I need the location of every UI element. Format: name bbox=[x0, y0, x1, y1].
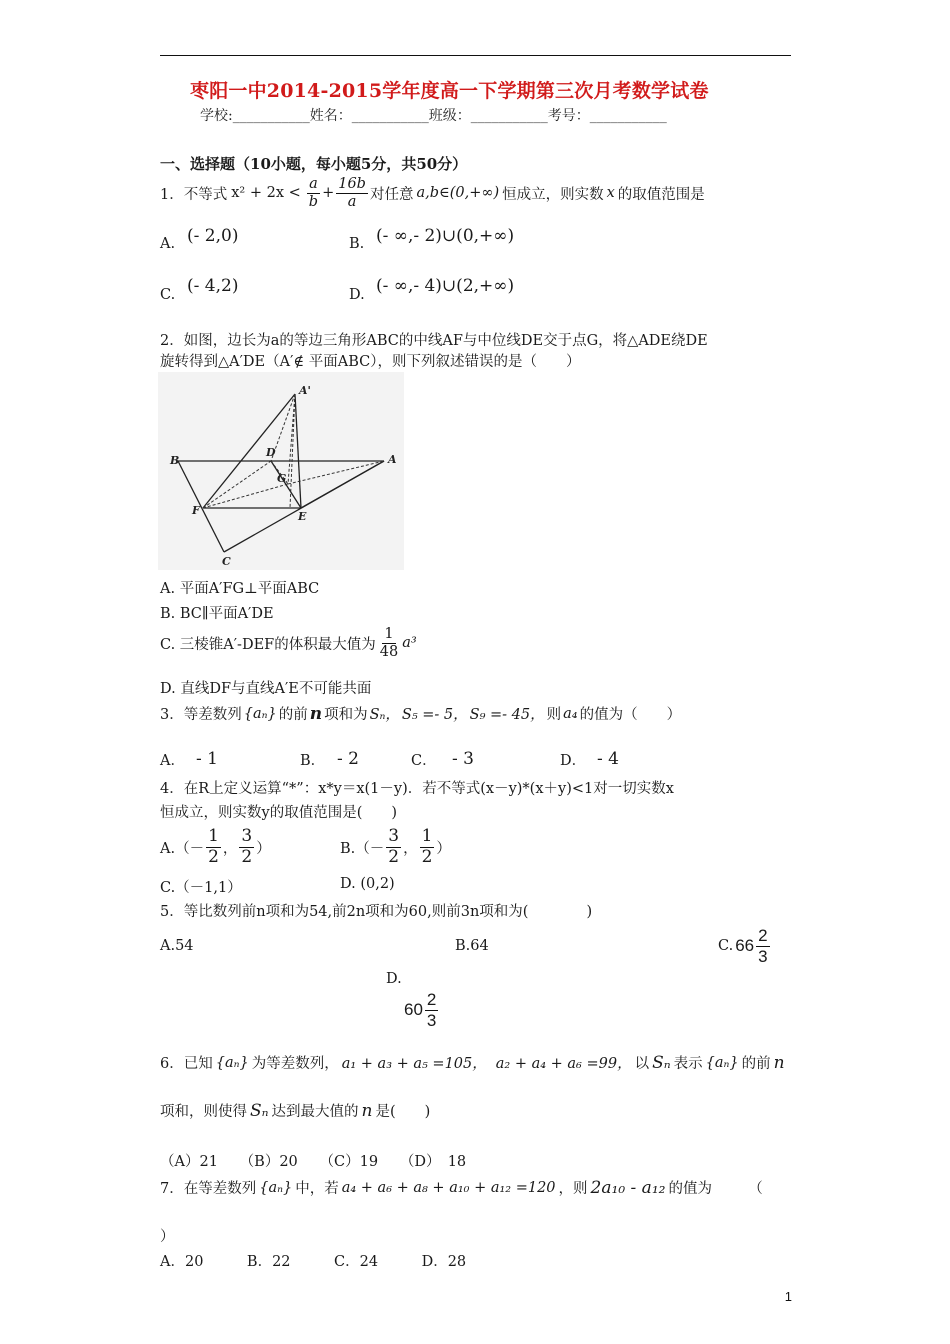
label-F: F bbox=[192, 504, 200, 517]
q3-stem-b: 的前 bbox=[278, 707, 308, 723]
q3-stem-c: 项和为 bbox=[324, 707, 368, 723]
q4-a-frac2 bbox=[239, 827, 254, 867]
q7-stem-d: 的值为 （ bbox=[668, 1181, 763, 1197]
q4-b-frac1 bbox=[386, 827, 401, 867]
q5-option-a: A.54 bbox=[160, 938, 194, 954]
q2-option-a: A. 平面A′FG⊥平面ABC bbox=[160, 581, 320, 597]
question-7-line-1 bbox=[160, 1177, 763, 1198]
q2-option-b: B. BC∥平面A′DE bbox=[160, 606, 274, 622]
q6-sum1: a₁ + a₃ + a₅ =105， bbox=[341, 1056, 487, 1072]
q5-c-den: 3 bbox=[758, 946, 768, 966]
q2-c-power: a³ bbox=[402, 635, 417, 652]
q4-b-frac2 bbox=[420, 827, 435, 867]
q6-stem-b: 为等差数列， bbox=[251, 1056, 339, 1072]
q4-a-d2: 2 bbox=[241, 846, 253, 867]
q1-plus: + bbox=[322, 185, 335, 202]
q1-frac2-num: 16b bbox=[338, 176, 366, 192]
q6-seq2: {aₙ} bbox=[705, 1054, 739, 1071]
q3-option-c-label: C． bbox=[411, 753, 437, 769]
q2-c-den: 48 bbox=[379, 643, 399, 660]
question-7-line-2: ） bbox=[160, 1229, 175, 1245]
q1-option-b: (- ∞,- 2)∪(0,+∞) bbox=[376, 226, 515, 246]
student-info-line: 学校:___________姓名：___________班级：___________考号：___________ bbox=[200, 108, 667, 124]
question-2-line-2: 旋转得到△A′DE（A′∉ 平面ABC），则下列叙述错误的是（ ） bbox=[160, 354, 581, 370]
q4-b-pre: B.（－ bbox=[340, 840, 385, 857]
q4-option-c: C.（－1,1） bbox=[160, 880, 242, 896]
q7-stem-c: ，则 bbox=[558, 1181, 588, 1197]
q1-option-d-label: D. bbox=[349, 287, 365, 303]
geometry-figure bbox=[158, 372, 404, 570]
q6-line2-b: 达到最大值的 bbox=[271, 1104, 359, 1120]
q6-n: n bbox=[773, 1052, 785, 1073]
q6-stem-c: 以 bbox=[634, 1056, 650, 1072]
q4-b-mid: ， bbox=[403, 840, 418, 857]
q6-line2-sn: Sₙ bbox=[250, 1100, 269, 1121]
q6-sn: Sₙ bbox=[652, 1052, 671, 1073]
q3-option-b-label: B． bbox=[300, 753, 326, 769]
q4-a-d1: 2 bbox=[208, 846, 219, 867]
q5-option-d bbox=[404, 990, 440, 1030]
q6-line2-n: n bbox=[361, 1100, 373, 1121]
q1-fraction-2 bbox=[336, 176, 368, 210]
label-B: B bbox=[170, 454, 180, 467]
q3-s9: S₉ =- 45， bbox=[469, 707, 545, 723]
q7-eq: a₄ + a₆ + a₈ + a₁₀ + a₁₂ =120 bbox=[341, 1179, 556, 1196]
q2-option-c bbox=[160, 626, 417, 660]
question-6-line-1 bbox=[160, 1052, 785, 1073]
q5-option-c bbox=[718, 926, 772, 966]
label-D: D bbox=[266, 446, 276, 459]
q1-var: x bbox=[606, 185, 615, 202]
q4-b-post: ） bbox=[436, 840, 451, 857]
q3-sn: Sₙ， bbox=[369, 707, 400, 723]
q1-domain: a,b∈(0,+∞) bbox=[416, 185, 500, 202]
q3-option-b: - 2 bbox=[337, 749, 359, 769]
q2-option-d: D. 直线DF与直线A′E不可能共面 bbox=[160, 681, 372, 697]
q2-c-text: C. 三棱锥A′-DEF的体积最大值为 bbox=[160, 636, 376, 653]
q5-option-d-label: D. bbox=[386, 971, 402, 987]
q1-option-a: (- 2,0) bbox=[187, 226, 239, 246]
question-4-line-2: 恒成立，则实数y的取值范围是( ) bbox=[160, 805, 398, 821]
q5-c-num: 2 bbox=[758, 926, 768, 945]
q5-d-whole: 60 bbox=[404, 1000, 423, 1020]
q5-d-frac bbox=[425, 990, 438, 1030]
q1-option-c: (- 4,2) bbox=[187, 276, 239, 296]
q2-c-fraction bbox=[378, 626, 400, 660]
header-rule bbox=[160, 55, 791, 56]
question-2-line-1: 2．如图，边长为a的等边三角形ABC的中线AF与中位线DE交于点G，将△ADE绕DE bbox=[160, 333, 708, 349]
q5-c-label: C. bbox=[718, 938, 734, 955]
q2-c-num: 1 bbox=[384, 626, 394, 642]
q1-frac1-num: a bbox=[309, 176, 318, 192]
q7-seq: {aₙ} bbox=[259, 1179, 293, 1196]
q4-b-d1: 2 bbox=[388, 846, 400, 867]
question-4-line-1: 4．在R上定义运算“*”：x*y＝x(1－y)．若不等式(x－y)*(x＋y)<1对一切实数x bbox=[160, 781, 674, 797]
q1-stem-b: 对任意 bbox=[369, 186, 414, 203]
q1-stem-c: 恒成立，则实数 bbox=[502, 186, 604, 203]
q7-stem-b: 中，若 bbox=[295, 1181, 339, 1197]
page-number: 1 bbox=[784, 1289, 792, 1304]
q4-a-n2: 3 bbox=[241, 826, 253, 846]
q1-stem-a: 1．不等式 bbox=[160, 186, 228, 203]
q4-option-a bbox=[160, 827, 271, 867]
q4-a-frac1 bbox=[206, 827, 221, 867]
q6-line2-c: 是( ) bbox=[375, 1104, 431, 1120]
q6-sum2: a₂ + a₄ + a₆ =99， bbox=[495, 1056, 632, 1072]
q1-option-a-label: A. bbox=[160, 236, 176, 252]
q6-stem-e: 的前 bbox=[741, 1056, 771, 1072]
q3-stem-d: 则 bbox=[546, 707, 562, 723]
q4-option-b bbox=[340, 827, 451, 867]
q5-c-frac bbox=[756, 926, 769, 966]
q5-d-den: 3 bbox=[426, 1010, 437, 1030]
q4-b-d2: 2 bbox=[421, 846, 433, 867]
label-G: G bbox=[277, 472, 287, 485]
q3-option-d: - 4 bbox=[597, 749, 619, 769]
q6-line2-a: 项和，则使得 bbox=[160, 1104, 247, 1120]
q3-option-a-label: A． bbox=[160, 753, 185, 769]
label-C: C bbox=[222, 555, 231, 568]
q6-options: （A）21 （B）20 （C）19 （D） 18 bbox=[160, 1154, 467, 1170]
q5-d-num: 2 bbox=[426, 990, 437, 1009]
q1-frac2-den: a bbox=[347, 193, 357, 210]
q1-option-c-label: C. bbox=[160, 287, 176, 303]
q5-option-b: B.64 bbox=[455, 938, 489, 954]
q3-option-c: - 3 bbox=[452, 749, 474, 769]
q7-expr: 2a₁₀ - a₁₂ bbox=[590, 1177, 666, 1198]
q3-a4: a₄ bbox=[563, 705, 578, 722]
question-5-stem: 5．等比数列前n项和为54,前2n项和为60,则前3n项和为( ) bbox=[160, 904, 593, 920]
q1-fraction-1 bbox=[307, 176, 320, 210]
q3-stem-a: 3．等差数列 bbox=[160, 707, 242, 723]
q4-a-pre: A.（－ bbox=[160, 840, 205, 857]
q7-options: A．20 B．22 C．24 D．28 bbox=[160, 1254, 467, 1270]
section-heading: 一、选择题（10小题，每小题5分，共50分） bbox=[160, 155, 468, 173]
q1-option-d: (- ∞,- 4)∪(2,+∞) bbox=[376, 276, 515, 296]
q4-b-n2: 1 bbox=[421, 826, 433, 846]
label-A-prime: A' bbox=[299, 384, 311, 397]
q4-a-mid: ， bbox=[222, 840, 238, 857]
q3-n: n bbox=[309, 703, 323, 724]
q1-stem-d: 的取值范围是 bbox=[617, 186, 705, 203]
q1-expr: x² + 2x < bbox=[231, 185, 301, 202]
label-E: E bbox=[298, 510, 307, 523]
q3-option-a: - 1 bbox=[196, 749, 218, 769]
exam-title: 枣阳一中2014-2015学年度高一下学期第三次月考数学试卷 bbox=[190, 80, 709, 102]
label-A: A bbox=[388, 453, 397, 466]
q6-stem-d: 表示 bbox=[673, 1056, 703, 1072]
q4-a-post: ） bbox=[256, 840, 271, 857]
q5-c-whole: 66 bbox=[735, 936, 755, 956]
question-6-line-2 bbox=[160, 1100, 430, 1121]
q6-stem-a: 6．已知 bbox=[160, 1056, 213, 1072]
q4-a-n1: 1 bbox=[208, 826, 219, 846]
q3-option-d-label: D． bbox=[560, 753, 587, 769]
q3-seq: {aₙ} bbox=[243, 705, 277, 722]
q3-stem-e: 的值为（ ） bbox=[579, 707, 682, 723]
q1-frac1-den: b bbox=[308, 193, 319, 210]
question-1-stem bbox=[160, 176, 705, 210]
pyramid-diagram bbox=[158, 372, 404, 570]
q1-option-b-label: B. bbox=[349, 236, 365, 252]
q3-s5: S₅ =- 5， bbox=[401, 707, 468, 723]
q4-b-n1: 3 bbox=[388, 826, 400, 846]
q6-seq: {aₙ} bbox=[215, 1054, 249, 1071]
q7-stem-a: 7．在等差数列 bbox=[160, 1181, 257, 1197]
q4-option-d: D. (0,2) bbox=[340, 876, 395, 892]
question-3-stem bbox=[160, 703, 681, 724]
